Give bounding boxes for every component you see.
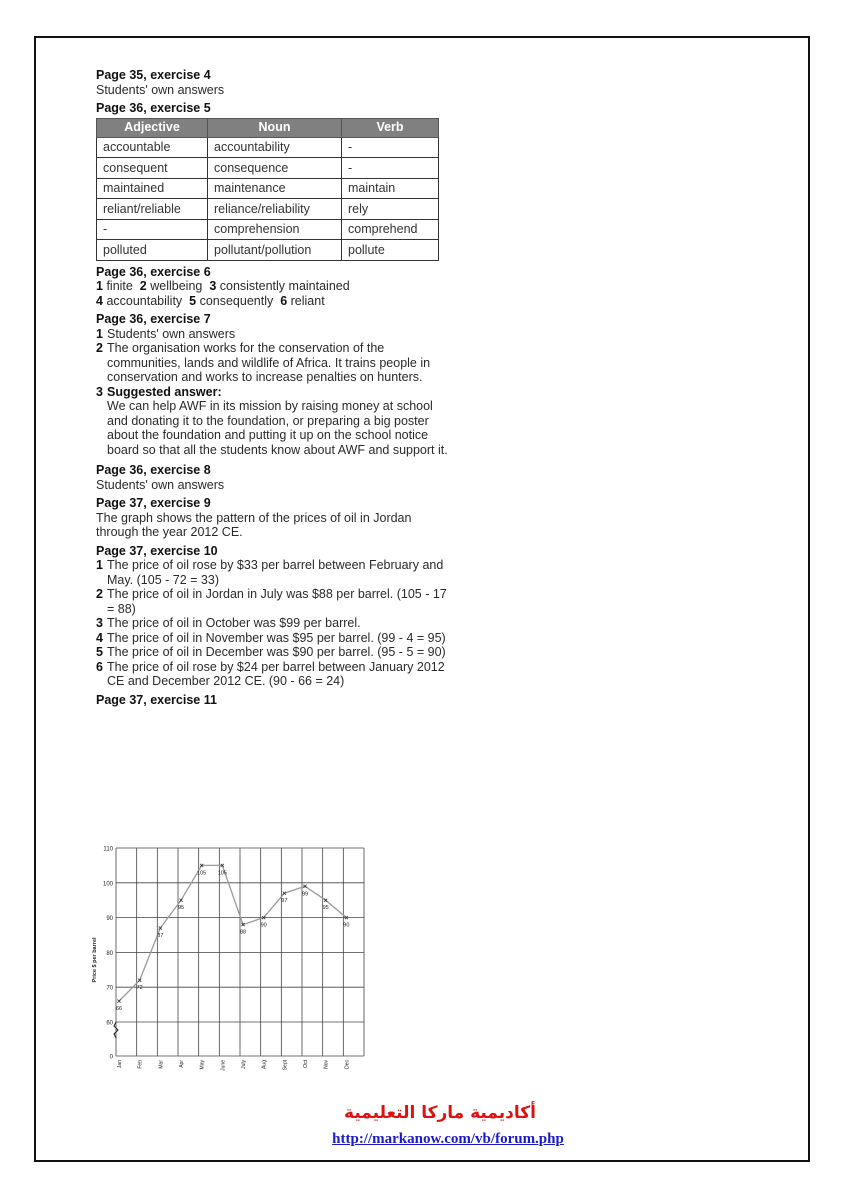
ex6-heading: Page 36, exercise 6 (96, 264, 211, 279)
oil-price-chart (84, 842, 384, 1072)
table-cell: reliance/reliability (208, 199, 342, 220)
data-point-label: 95 (322, 905, 329, 912)
data-point-label: 72 (136, 985, 143, 992)
y-tick-label: 90 (106, 916, 113, 923)
column-header: Verb (342, 118, 439, 137)
data-point-label: 97 (281, 898, 288, 905)
table-row (97, 137, 439, 158)
ex10-item (96, 616, 456, 631)
table-row (97, 240, 439, 261)
data-point-label: 99 (301, 891, 309, 898)
x-tick-label: Sept (282, 1060, 289, 1071)
table-row (97, 199, 439, 220)
ex4-text: Students' own answers (96, 82, 225, 97)
data-point-label: 90 (260, 922, 267, 929)
ex7-item-1 (96, 327, 456, 342)
ex9-text: The graph shows the pattern of the prices of oil in Jordan through the year 2012 CE. (96, 510, 412, 539)
ex5-heading: Page 36, exercise 5 (96, 101, 211, 115)
ex8-text: Students' own answers (96, 477, 225, 492)
answer-number: 5 (96, 645, 103, 659)
word-forms-table (96, 118, 439, 261)
column-header: Noun (208, 118, 342, 137)
answer-number: 6 (280, 293, 288, 308)
answer-text: finite (106, 279, 133, 293)
ex7-heading: Page 36, exercise 7 (96, 312, 211, 326)
y-tick-label: 110 (103, 846, 113, 853)
table-row (97, 158, 439, 179)
x-tick-label: Aug (261, 1060, 268, 1069)
table-row (97, 178, 439, 199)
ex4-heading: Page 35, exercise 4 (96, 68, 211, 82)
data-point-label: 87 (157, 933, 164, 940)
line-chart-svg (84, 842, 384, 1072)
answer-key-content (96, 68, 456, 707)
table-cell: comprehend (342, 219, 439, 240)
data-point-label: 88 (239, 929, 247, 936)
table-cell: accountability (208, 137, 342, 158)
data-point-label: 95 (177, 905, 185, 912)
ex8-heading: Page 36, exercise 8 (96, 463, 211, 477)
answer-number: 5 (189, 293, 197, 308)
y-tick-label: 0 (109, 1054, 113, 1061)
x-tick-label: Nov (323, 1060, 330, 1069)
answer-text: The price of oil in Jordan in July was $88 per barrel. (105 - 17 = 88) (107, 587, 447, 616)
table-cell: consequence (208, 158, 342, 179)
answer-number: 1 (96, 326, 103, 341)
data-point-marker (117, 1000, 120, 1003)
answer-number: 2 (96, 587, 103, 601)
x-tick-label: Oct (303, 1060, 309, 1068)
table-row (97, 219, 439, 240)
answer-number: 2 (139, 279, 147, 293)
answer-text: consequently (199, 293, 274, 308)
answer-number: 3 (96, 384, 103, 399)
table-cell: - (97, 219, 208, 240)
answer-text: consistently maintained (219, 279, 350, 293)
answer-number: 3 (96, 616, 103, 630)
answer-text: The price of oil rose by $24 per barrel between January 2012 CE and December 2012 CE. (90 - 66 = 24) (107, 659, 445, 688)
x-tick-label: Jan (117, 1060, 123, 1069)
data-point-label: 105 (217, 870, 227, 877)
answer-text: reliant (290, 293, 325, 308)
table-cell: reliant/reliable (97, 199, 208, 220)
footer-forum-link[interactable]: http://markanow.com/vb/forum.php (332, 1131, 564, 1147)
x-tick-label: July (241, 1060, 247, 1069)
table-cell: maintain (342, 178, 439, 199)
ex10-item (96, 660, 456, 689)
answer-number: 1 (96, 279, 103, 293)
data-point-label: 90 (343, 922, 350, 929)
y-axis-label: Price $ per barrel (92, 937, 98, 983)
answer-text: We can help AWF in its mission by raising money at school and donating it to the foundation, or preparing a big poster about the foundation and putting it up on the school notice board so that all the students know about AWF and support it. (107, 399, 448, 457)
answer-number: 6 (96, 659, 103, 674)
ex10-item (96, 631, 456, 646)
answer-number: 3 (209, 279, 217, 293)
answer-number: 4 (96, 293, 103, 308)
footer-academy-name: أكاديمية ماركا التعليمية (344, 1103, 536, 1123)
table-cell: comprehension (208, 219, 342, 240)
answer-text: The price of oil in November was $95 per barrel. (99 - 4 = 95) (107, 630, 446, 645)
ex7-item-3 (96, 385, 456, 458)
answer-text: wellbeing (150, 279, 203, 293)
x-tick-label: Dec (344, 1060, 351, 1069)
table-cell: polluted (97, 240, 208, 261)
ex10-heading: Page 37, exercise 10 (96, 543, 218, 558)
table-cell: - (342, 137, 439, 158)
answer-text: The organisation works for the conservation of the communities, lands and wildlife of Africa. It trains people in conservation and works to increase penalties on hunters. (107, 341, 431, 384)
suggested-answer-label: Suggested answer: (107, 384, 222, 399)
table-cell: - (342, 158, 439, 179)
x-tick-label: Mar (158, 1060, 165, 1069)
x-tick-label: Apr (179, 1060, 185, 1068)
y-tick-label: 60 (106, 1020, 113, 1027)
data-point-label: 105 (197, 870, 207, 877)
ex10-item (96, 587, 456, 616)
column-header: Adjective (97, 118, 208, 137)
ex10-item (96, 558, 456, 587)
table-cell: pollute (342, 240, 439, 261)
ex10-item (96, 645, 456, 660)
answer-text: The price of oil in December was $90 per barrel. (95 - 5 = 90) (107, 645, 446, 659)
answer-text: The price of oil in October was $99 per barrel. (107, 616, 361, 630)
table-header-row (97, 118, 439, 137)
y-tick-label: 80 (106, 950, 113, 957)
x-tick-label: May (199, 1060, 206, 1070)
ex6-line-1 (96, 279, 456, 294)
table-cell: maintenance (208, 178, 342, 199)
answer-text: Students' own answers (107, 326, 236, 341)
table-cell: maintained (97, 178, 208, 199)
data-point-label: 66 (115, 1006, 123, 1013)
table-cell: consequent (97, 158, 208, 179)
answer-text: The price of oil rose by $33 per barrel between February and May. (105 - 72 = 33) (107, 558, 444, 587)
table-cell: accountable (97, 137, 208, 158)
ex11-heading: Page 37, exercise 11 (96, 692, 217, 707)
answer-number: 1 (96, 558, 103, 572)
y-tick-label: 70 (106, 985, 113, 992)
answer-text: accountability (106, 293, 183, 308)
ex6-line-2 (96, 294, 456, 309)
data-series-line (119, 865, 346, 1001)
table-cell: rely (342, 199, 439, 220)
answer-number: 2 (96, 341, 103, 355)
ex9-heading: Page 37, exercise 9 (96, 496, 211, 510)
answer-number: 4 (96, 630, 103, 645)
x-tick-label: Feb (137, 1060, 144, 1069)
table-cell: pollutant/pollution (208, 240, 342, 261)
ex7-item-2 (96, 341, 456, 385)
x-tick-label: June (220, 1060, 227, 1071)
y-tick-label: 100 (102, 881, 113, 888)
